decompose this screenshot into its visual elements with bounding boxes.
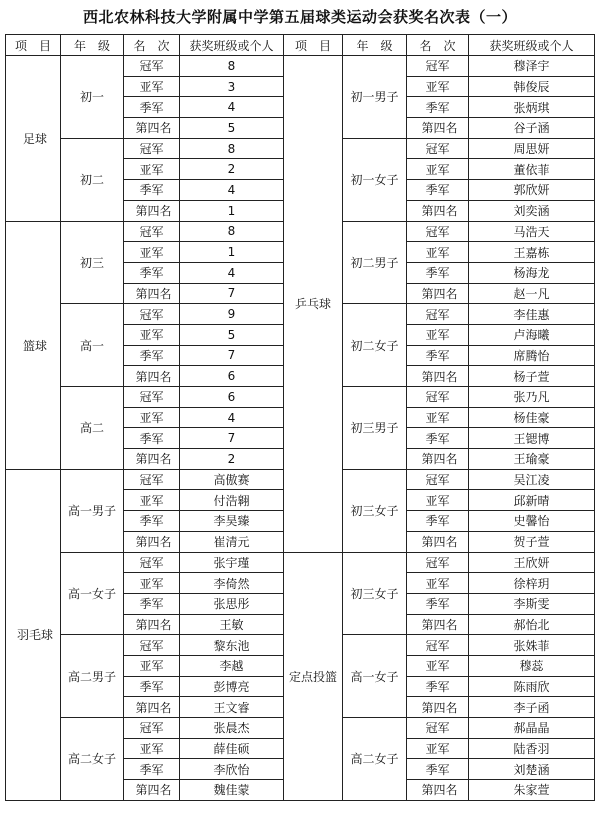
left-grade-cell: 高二男子	[61, 635, 124, 718]
left-rank-cell: 冠军	[124, 304, 180, 325]
left-winner-cell: 4	[180, 180, 284, 201]
right-rank-cell: 第四名	[407, 449, 469, 470]
right-winner-cell: 吴江凌	[469, 469, 595, 490]
right-rank-cell: 冠军	[407, 469, 469, 490]
right-rank-cell: 亚军	[407, 655, 469, 676]
left-winner-cell: 7	[180, 345, 284, 366]
left-rank-header: 名 次	[124, 35, 180, 56]
left-rank-cell: 季军	[124, 511, 180, 532]
right-rank-cell: 季军	[407, 759, 469, 780]
left-winner-cell: 8	[180, 138, 284, 159]
right-rank-cell: 第四名	[407, 366, 469, 387]
left-winner-cell: 王敏	[180, 614, 284, 635]
left-winner-cell: 付浩翱	[180, 490, 284, 511]
right-grade-cell: 初一女子	[343, 138, 407, 221]
left-rank-cell: 第四名	[124, 449, 180, 470]
left-grade-cell: 初三	[61, 221, 124, 304]
right-rank-cell: 亚军	[407, 573, 469, 594]
right-winner-cell: 杨佳豪	[469, 407, 595, 428]
right-winner-cell: 董依菲	[469, 159, 595, 180]
left-winner-cell: 6	[180, 387, 284, 408]
right-rank-cell: 冠军	[407, 56, 469, 77]
left-grade-cell: 高一男子	[61, 469, 124, 552]
left-event-cell: 羽毛球	[6, 469, 61, 800]
right-rank-cell: 亚军	[407, 490, 469, 511]
left-grade-cell: 高一	[61, 304, 124, 387]
left-rank-cell: 冠军	[124, 469, 180, 490]
right-rank-cell: 季军	[407, 593, 469, 614]
left-grade-cell: 初二	[61, 138, 124, 221]
right-rank-cell: 亚军	[407, 407, 469, 428]
left-winner-cell: 李昊臻	[180, 511, 284, 532]
right-winner-cell: 王嘉栋	[469, 242, 595, 263]
right-rank-cell: 第四名	[407, 531, 469, 552]
right-rank-cell: 冠军	[407, 552, 469, 573]
header-row	[6, 35, 595, 56]
right-rank-cell: 季军	[407, 676, 469, 697]
right-rank-cell: 冠军	[407, 635, 469, 656]
left-winner-cell: 2	[180, 159, 284, 180]
left-winner-cell: 王文睿	[180, 697, 284, 718]
left-rank-cell: 季军	[124, 180, 180, 201]
right-winner-cell: 李佳惠	[469, 304, 595, 325]
right-grade-cell: 初三男子	[343, 387, 407, 470]
right-grade-cell: 高一女子	[343, 635, 407, 718]
right-rank-cell: 季军	[407, 511, 469, 532]
right-grade-cell: 初三女子	[343, 552, 407, 635]
right-winner-cell: 张炳琪	[469, 97, 595, 118]
left-rank-cell: 亚军	[124, 242, 180, 263]
left-rank-cell: 季军	[124, 676, 180, 697]
right-grade-cell: 初二男子	[343, 221, 407, 304]
right-winner-cell: 王欣妍	[469, 552, 595, 573]
right-winner-cell: 史馨怡	[469, 511, 595, 532]
left-rank-cell: 冠军	[124, 552, 180, 573]
right-rank-cell: 亚军	[407, 738, 469, 759]
right-rank-cell: 亚军	[407, 76, 469, 97]
left-winner-cell: 李欣怡	[180, 759, 284, 780]
right-winner-cell: 刘楚涵	[469, 759, 595, 780]
left-winner-cell: 4	[180, 97, 284, 118]
left-rank-cell: 亚军	[124, 738, 180, 759]
right-winner-cell: 李斯雯	[469, 593, 595, 614]
right-rank-cell: 冠军	[407, 304, 469, 325]
left-rank-cell: 亚军	[124, 76, 180, 97]
left-rank-cell: 冠军	[124, 56, 180, 77]
page-title: 西北农林科技大学附属中学第五届球类运动会获奖名次表（一）	[82, 8, 517, 26]
right-winner-cell: 王瑜豪	[469, 449, 595, 470]
left-rank-cell: 亚军	[124, 655, 180, 676]
left-rank-cell: 亚军	[124, 573, 180, 594]
left-winner-cell: 3	[180, 76, 284, 97]
right-winner-cell: 谷子涵	[469, 118, 595, 139]
right-winner-cell: 卢海曦	[469, 324, 595, 345]
right-winner-cell: 朱家萱	[469, 780, 595, 801]
left-rank-cell: 冠军	[124, 387, 180, 408]
left-event-cell: 足球	[6, 56, 61, 222]
left-winner-cell: 8	[180, 221, 284, 242]
left-winner-cell: 6	[180, 366, 284, 387]
right-rank-cell: 第四名	[407, 283, 469, 304]
right-event-cell: 乒乓球	[284, 56, 343, 553]
left-winner-cell: 张思彤	[180, 593, 284, 614]
right-rank-cell: 亚军	[407, 159, 469, 180]
right-rank-cell: 季军	[407, 345, 469, 366]
right-rank-cell: 亚军	[407, 324, 469, 345]
left-rank-cell: 季军	[124, 97, 180, 118]
right-rank-cell: 季军	[407, 262, 469, 283]
left-grade-cell: 高一女子	[61, 552, 124, 635]
right-rank-cell: 冠军	[407, 387, 469, 408]
left-rank-cell: 亚军	[124, 407, 180, 428]
right-winner-cell: 穆蕊	[469, 655, 595, 676]
left-rank-cell: 第四名	[124, 118, 180, 139]
left-winner-cell: 8	[180, 56, 284, 77]
right-rank-cell: 第四名	[407, 200, 469, 221]
left-winner-cell: 4	[180, 262, 284, 283]
right-winner-cell: 赵一凡	[469, 283, 595, 304]
left-rank-cell: 冠军	[124, 635, 180, 656]
left-rank-cell: 第四名	[124, 780, 180, 801]
right-rank-header: 名 次	[407, 35, 469, 56]
right-winner-cell: 张姝菲	[469, 635, 595, 656]
right-winner-cell: 郝怡北	[469, 614, 595, 635]
right-grade-cell: 高二女子	[343, 718, 407, 801]
left-rank-cell: 亚军	[124, 324, 180, 345]
right-rank-cell: 季军	[407, 97, 469, 118]
left-winner-cell: 2	[180, 449, 284, 470]
right-grade-cell: 初一男子	[343, 56, 407, 139]
left-winner-cell: 5	[180, 324, 284, 345]
left-rank-cell: 亚军	[124, 490, 180, 511]
right-winner-cell: 韩俊辰	[469, 76, 595, 97]
right-winner-cell: 陈雨欣	[469, 676, 595, 697]
right-winner-cell: 王锶博	[469, 428, 595, 449]
right-event-cell: 定点投篮	[284, 552, 343, 800]
right-grade-cell: 初二女子	[343, 304, 407, 387]
left-winner-cell: 7	[180, 428, 284, 449]
left-grade-header: 年 级	[61, 35, 124, 56]
right-rank-cell: 冠军	[407, 718, 469, 739]
right-rank-cell: 冠军	[407, 221, 469, 242]
left-winner-cell: 9	[180, 304, 284, 325]
left-winner-cell: 彭博亮	[180, 676, 284, 697]
left-rank-cell: 冠军	[124, 718, 180, 739]
left-rank-cell: 季军	[124, 262, 180, 283]
right-rank-cell: 亚军	[407, 242, 469, 263]
left-winner-cell: 7	[180, 283, 284, 304]
left-rank-cell: 第四名	[124, 697, 180, 718]
right-rank-cell: 冠军	[407, 138, 469, 159]
right-rank-cell: 第四名	[407, 118, 469, 139]
results-table	[5, 34, 595, 801]
right-rank-cell: 季军	[407, 180, 469, 201]
left-winner-cell: 崔清元	[180, 531, 284, 552]
left-event-cell: 篮球	[6, 221, 61, 469]
table-row	[6, 552, 595, 573]
left-grade-cell: 高二女子	[61, 718, 124, 801]
right-winner-cell: 席腾怡	[469, 345, 595, 366]
left-rank-cell: 季军	[124, 759, 180, 780]
right-grade-cell: 初三女子	[343, 469, 407, 552]
left-winner-cell: 张晨杰	[180, 718, 284, 739]
right-rank-cell: 季军	[407, 428, 469, 449]
right-rank-cell: 第四名	[407, 697, 469, 718]
left-winner-cell: 薛佳硕	[180, 738, 284, 759]
left-rank-cell: 第四名	[124, 531, 180, 552]
right-winner-cell: 徐梓玥	[469, 573, 595, 594]
right-winner-cell: 杨子萱	[469, 366, 595, 387]
left-winner-cell: 黎东池	[180, 635, 284, 656]
right-winner-cell: 马浩天	[469, 221, 595, 242]
left-event-header: 项 目	[6, 35, 61, 56]
right-grade-header: 年 级	[343, 35, 407, 56]
left-rank-cell: 第四名	[124, 200, 180, 221]
right-winner-cell: 周思妍	[469, 138, 595, 159]
right-winner-cell: 邱新晴	[469, 490, 595, 511]
left-rank-cell: 第四名	[124, 283, 180, 304]
left-rank-cell: 冠军	[124, 138, 180, 159]
right-rank-cell: 第四名	[407, 780, 469, 801]
left-rank-cell: 季军	[124, 428, 180, 449]
right-winner-header: 获奖班级或个人	[469, 35, 595, 56]
left-rank-cell: 亚军	[124, 159, 180, 180]
left-winner-cell: 魏佳蒙	[180, 780, 284, 801]
right-winner-cell: 张乃凡	[469, 387, 595, 408]
left-rank-cell: 季军	[124, 593, 180, 614]
table-row	[6, 56, 595, 77]
right-winner-cell: 穆泽宇	[469, 56, 595, 77]
left-rank-cell: 第四名	[124, 614, 180, 635]
left-rank-cell: 冠军	[124, 221, 180, 242]
left-grade-cell: 高二	[61, 387, 124, 470]
right-event-header: 项 目	[284, 35, 343, 56]
left-winner-cell: 1	[180, 242, 284, 263]
right-winner-cell: 郝晶晶	[469, 718, 595, 739]
right-winner-cell: 李子函	[469, 697, 595, 718]
left-winner-cell: 4	[180, 407, 284, 428]
left-winner-cell: 高傲赛	[180, 469, 284, 490]
right-winner-cell: 陆香羽	[469, 738, 595, 759]
left-winner-header: 获奖班级或个人	[180, 35, 284, 56]
left-grade-cell: 初一	[61, 56, 124, 139]
left-winner-cell: 李越	[180, 655, 284, 676]
right-winner-cell: 杨海龙	[469, 262, 595, 283]
left-winner-cell: 张宇瑾	[180, 552, 284, 573]
right-winner-cell: 刘奕涵	[469, 200, 595, 221]
left-rank-cell: 第四名	[124, 366, 180, 387]
left-winner-cell: 李倚然	[180, 573, 284, 594]
left-rank-cell: 季军	[124, 345, 180, 366]
left-winner-cell: 5	[180, 118, 284, 139]
right-winner-cell: 贺子萱	[469, 531, 595, 552]
right-rank-cell: 第四名	[407, 614, 469, 635]
left-winner-cell: 1	[180, 200, 284, 221]
right-winner-cell: 郭欣妍	[469, 180, 595, 201]
